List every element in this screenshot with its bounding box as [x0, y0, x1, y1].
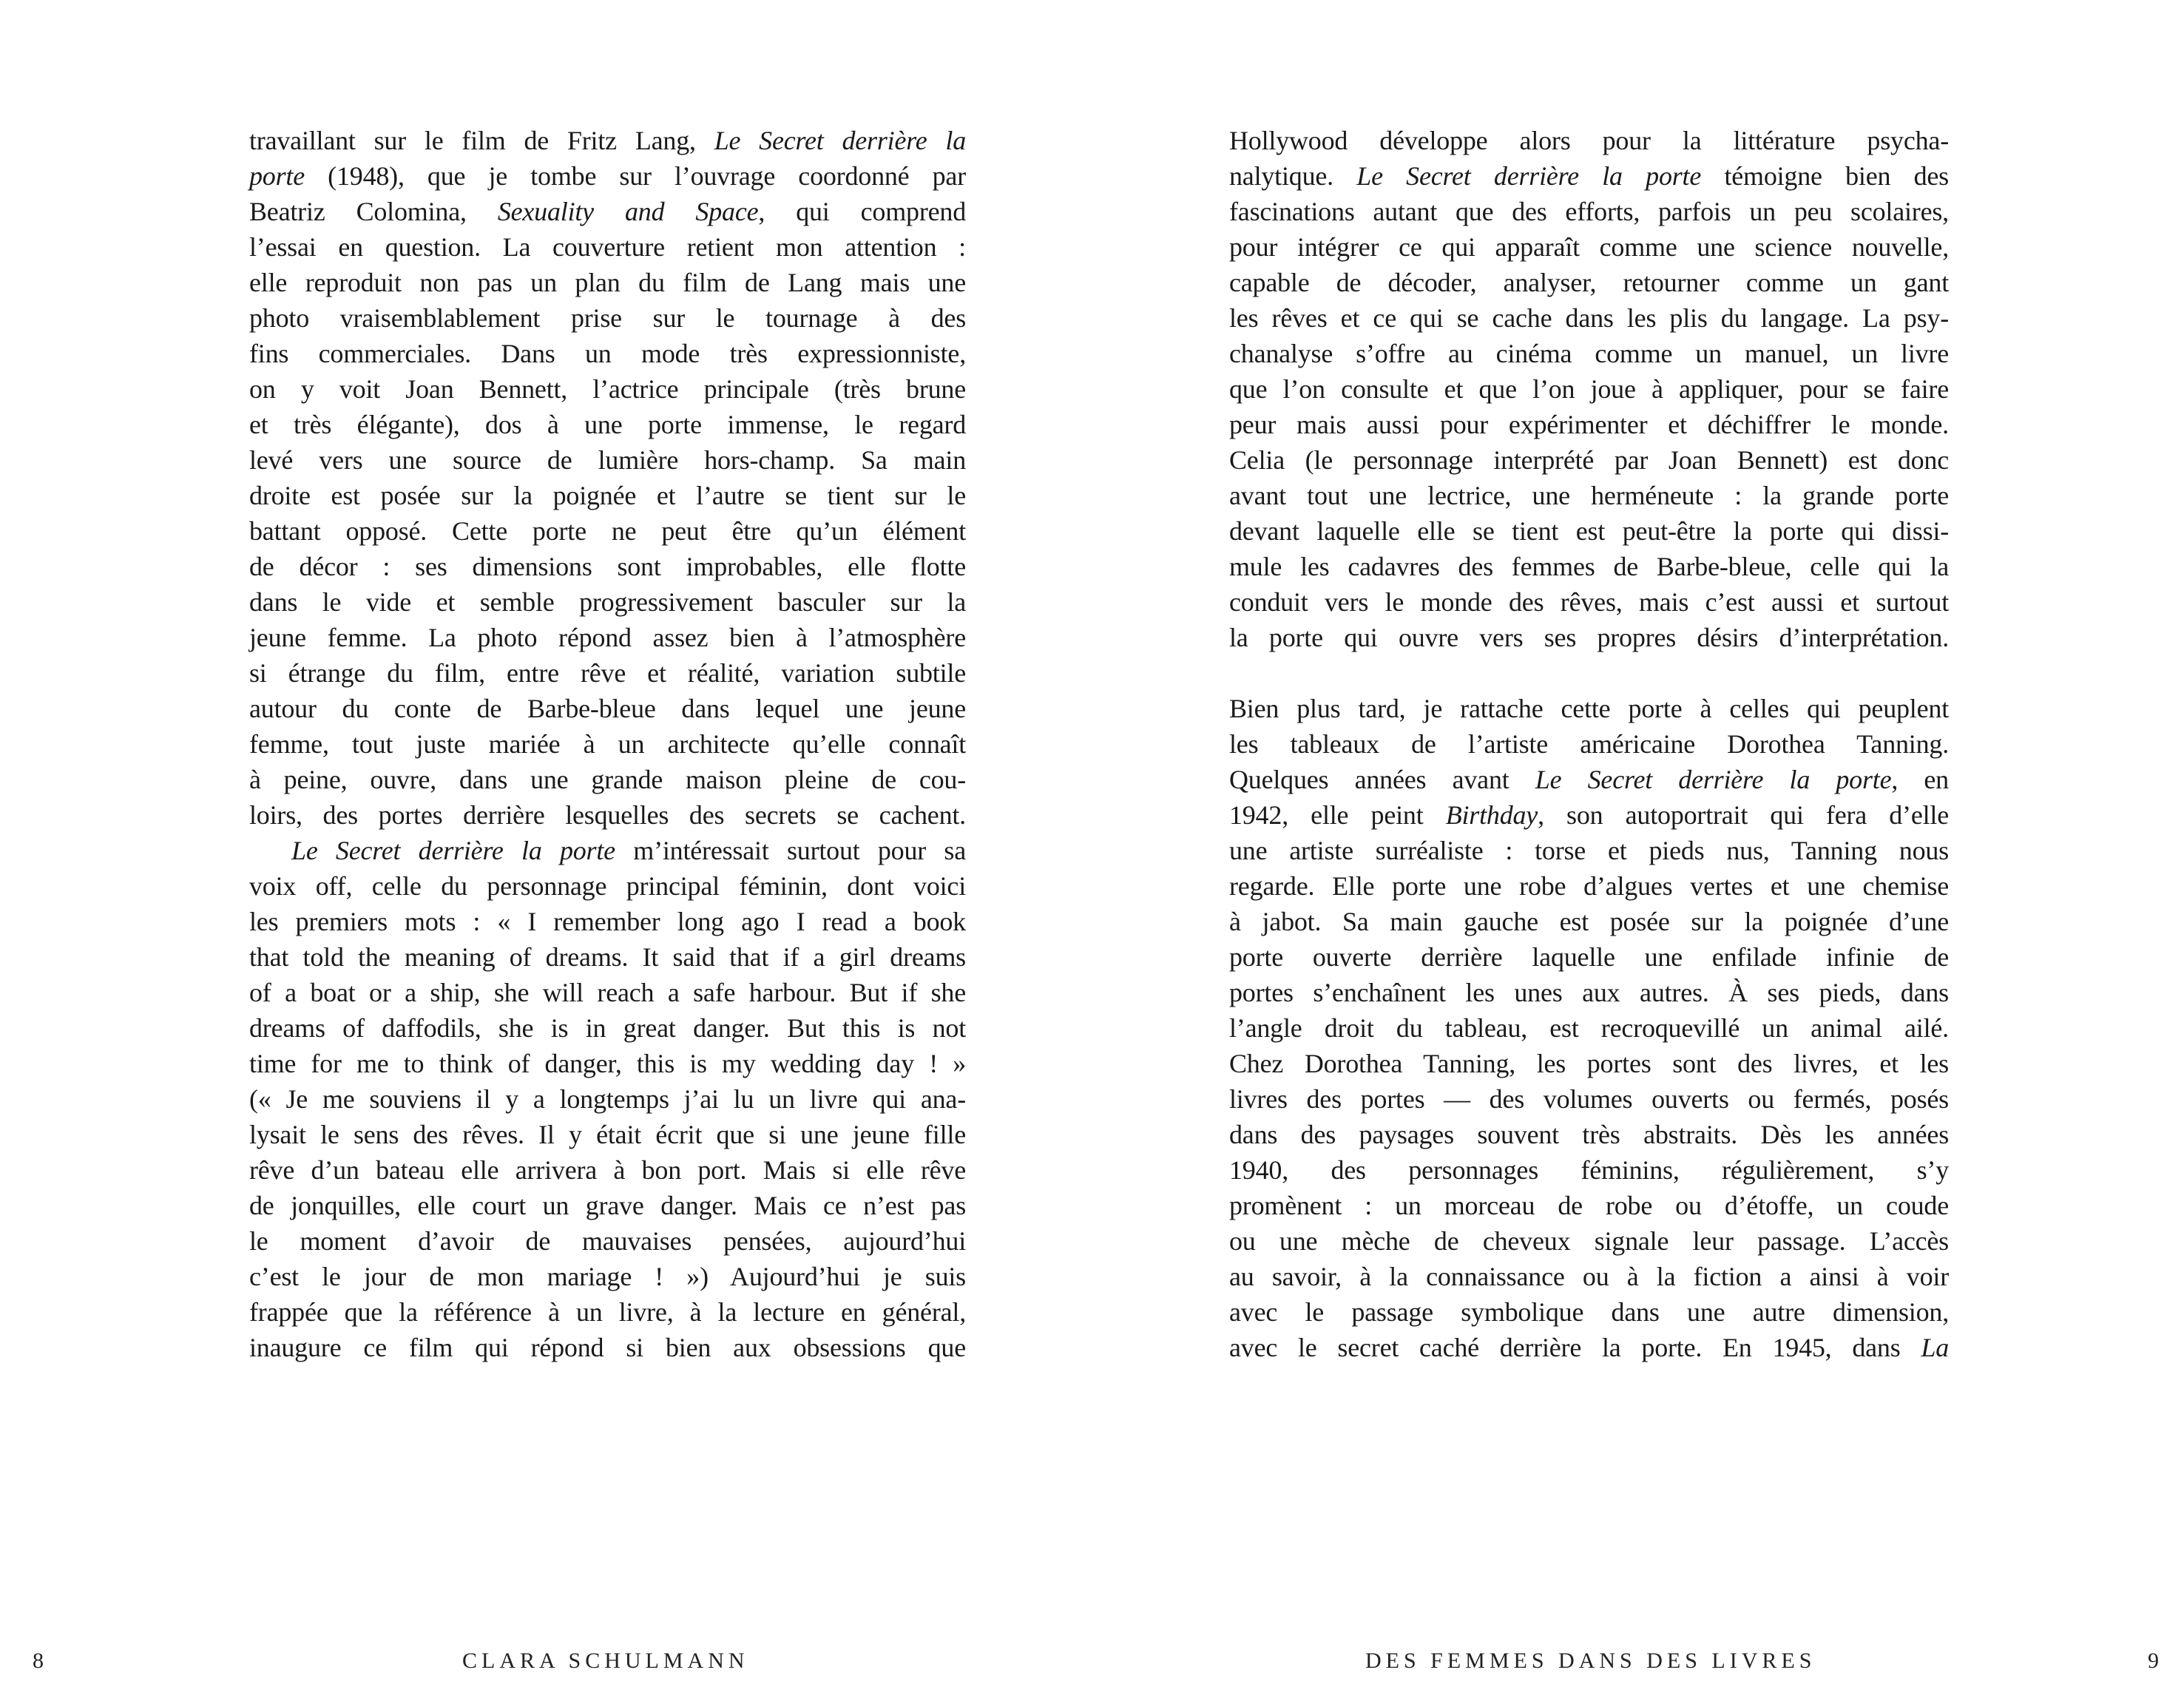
text-line: [249, 229, 966, 265]
text-segment: Bien plus tard, je rattache cette porte à celles qui peuplent: [1229, 694, 1949, 723]
text-line: [249, 620, 966, 655]
text-line: [1229, 1152, 1949, 1188]
text-line: [249, 797, 966, 833]
text-line: [249, 478, 966, 513]
text-segment: promènent : un morceau de robe ou d’étoffe, un coude: [1229, 1191, 1949, 1220]
text-line: [1229, 265, 1949, 300]
text-line: [1229, 868, 1949, 904]
text-line: [1229, 123, 1949, 158]
text-line: [1229, 1330, 1949, 1365]
text-line: [249, 1046, 966, 1081]
text-line: [1229, 584, 1949, 620]
text-line: [1229, 1294, 1949, 1330]
italic-title-text: Le Secret derrière la porte: [1356, 161, 1702, 191]
text-line: [1229, 1259, 1949, 1294]
text-segment: , qui comprend: [758, 197, 966, 226]
text-segment: dans le vide et semble progressivement basculer sur la: [249, 587, 966, 617]
text-line: [1229, 1081, 1949, 1117]
text-segment: fins commerciales. Dans un mode très expressionniste,: [249, 339, 966, 368]
text-line: [249, 336, 966, 371]
text-line: [249, 300, 966, 336]
text-segment: jeune femme. La photo répond assez bien à l’atmosphère: [249, 623, 966, 652]
text-segment: (1948), que je tombe sur l’ouvrage coordonné par: [305, 161, 966, 191]
text-segment: la porte qui ouvre vers ses propres désirs d’interprétation.: [1229, 623, 1949, 652]
text-segment: m’intéressait surtout pour sa: [615, 836, 966, 865]
left-page-number: 8: [33, 1649, 44, 1673]
text-segment: les tableaux de l’artiste américaine Dorothea Tanning.: [1229, 729, 1949, 759]
left-page-body-text: [249, 123, 966, 1365]
text-segment: Quelques années avant: [1229, 765, 1535, 794]
text-line: [1229, 1117, 1949, 1152]
text-segment: nalytique.: [1229, 161, 1357, 191]
text-line: [249, 1081, 966, 1117]
text-line: [249, 1294, 966, 1330]
text-segment: on y voit Joan Bennett, l’actrice principale (très brune: [249, 374, 966, 404]
text-line: [249, 442, 966, 478]
text-line: [249, 726, 966, 762]
text-line: [1229, 1223, 1949, 1259]
text-line: [1229, 797, 1949, 833]
text-line: [249, 833, 966, 868]
text-segment: avec le secret caché derrière la porte. En 1945, dans: [1229, 1333, 1921, 1362]
text-segment: à jabot. Sa main gauche est posée sur la poignée d’une: [1229, 907, 1949, 936]
text-segment: de décor : ses dimensions sont improbables, elle flotte: [249, 552, 966, 581]
text-segment: de jonquilles, elle court un grave danger. Mais ce n’est pas: [249, 1191, 966, 1220]
text-line: [249, 904, 966, 939]
text-segment: fascinations autant que des efforts, parfois un peu scolaires,: [1229, 197, 1949, 226]
text-segment: droite est posée sur la poignée et l’autre se tient sur le: [249, 481, 966, 510]
text-line: [249, 584, 966, 620]
text-segment: que l’on consulte et que l’on joue à appliquer, pour se faire: [1229, 374, 1949, 404]
right-page-number: 9: [2148, 1649, 2159, 1673]
text-line: [1229, 158, 1949, 194]
italic-title-text: Le Secret derrière la porte: [1535, 765, 1892, 794]
text-segment: si étrange du film, entre rêve et réalité, variation subtile: [249, 658, 966, 688]
text-segment: , en: [1891, 765, 1949, 794]
text-line: [249, 939, 966, 975]
text-line: [1229, 762, 1949, 797]
text-segment: livres des portes — des volumes ouverts ou fermés, posés: [1229, 1084, 1949, 1114]
text-line: [249, 1117, 966, 1152]
text-segment: voix off, celle du personnage principal féminin, dont voici: [249, 871, 966, 901]
italic-title-text: La: [1921, 1333, 1949, 1362]
text-segment: capable de décoder, analyser, retourner comme un gant: [1229, 268, 1949, 297]
text-line: [1229, 691, 1949, 726]
right-page-body-text: [1229, 123, 1949, 1365]
text-segment: travaillant sur le film de Fritz Lang,: [249, 126, 714, 155]
text-segment: à peine, ouvre, dans une grande maison pleine de cou-: [249, 765, 966, 794]
text-segment: avant tout une lectrice, une herméneute : la grande porte: [1229, 481, 1949, 510]
text-segment: lysait le sens des rêves. Il y était écrit que si une jeune fille: [249, 1120, 966, 1149]
text-line: [249, 975, 966, 1010]
text-segment: les premiers mots : « I remember long ago I read a book: [249, 907, 966, 936]
text-segment: rêve d’un bateau elle arrivera à bon port. Mais si elle rêve: [249, 1155, 966, 1185]
text-segment: conduit vers le monde des rêves, mais c’est aussi et surtout: [1229, 587, 1949, 617]
text-line: [249, 371, 966, 407]
text-line: [1229, 513, 1949, 549]
text-segment: chanalyse s’offre au cinéma comme un manuel, un livre: [1229, 339, 1949, 368]
text-line: [249, 1010, 966, 1046]
text-segment: ou une mèche de cheveux signale leur passage. L’accès: [1229, 1226, 1949, 1256]
text-line: [1229, 549, 1949, 584]
text-segment: mule les cadavres des femmes de Barbe-bleue, celle qui la: [1229, 552, 1949, 581]
text-segment: time for me to think of danger, this is my wedding day ! »: [249, 1049, 966, 1078]
text-line: [249, 265, 966, 300]
text-segment: Chez Dorothea Tanning, les portes sont des livres, et les: [1229, 1049, 1949, 1078]
text-line: [1229, 1010, 1949, 1046]
text-line: [1229, 833, 1949, 868]
text-segment: le moment d’avoir de mauvaises pensées, aujourd’hui: [249, 1226, 966, 1256]
text-segment: of a boat or a ship, she will reach a safe harbour. But if she: [249, 978, 966, 1007]
text-segment: levé vers une source de lumière hors-champ. Sa main: [249, 445, 966, 475]
text-segment: pour intégrer ce qui apparaît comme une science nouvelle,: [1229, 232, 1949, 262]
text-line: [249, 123, 966, 158]
text-segment: une artiste surréaliste : torse et pieds nus, Tanning nous: [1229, 836, 1949, 865]
text-line: [1229, 478, 1949, 513]
text-segment: Beatriz Colomina,: [249, 197, 498, 226]
text-line: [249, 655, 966, 691]
text-segment: porte ouverte derrière laquelle une enfilade infinie de: [1229, 942, 1949, 972]
text-segment: avec le passage symbolique dans une autre dimension,: [1229, 1297, 1949, 1327]
text-segment: regarde. Elle porte une robe d’algues vertes et une chemise: [1229, 871, 1949, 901]
text-line: [249, 1188, 966, 1223]
text-segment: that told the meaning of dreams. It said that if a girl dreams: [249, 942, 966, 972]
italic-title-text: Sexuality and Space: [497, 197, 759, 226]
text-segment: battant opposé. Cette porte ne peut être qu’un élément: [249, 516, 966, 546]
text-line: [249, 762, 966, 797]
text-line: [1229, 229, 1949, 265]
text-segment: 1942, elle peint: [1229, 800, 1446, 830]
text-segment: photo vraisemblablement prise sur le tournage à des: [249, 303, 966, 333]
text-segment: peur mais aussi pour expérimenter et déchiffrer le monde.: [1229, 410, 1949, 439]
text-line: [249, 691, 966, 726]
text-segment: et très élégante), dos à une porte immense, le regard: [249, 410, 966, 439]
text-segment: loirs, des portes derrière lesquelles des secrets se cachent.: [249, 800, 966, 830]
italic-title-text: Birthday: [1445, 800, 1538, 830]
text-line: [1229, 194, 1949, 229]
text-line: [249, 158, 966, 194]
text-segment: autour du conte de Barbe-bleue dans lequel une jeune: [249, 694, 966, 723]
text-segment: 1940, des personnages féminins, régulièrement, s’y: [1229, 1155, 1949, 1185]
text-segment: Hollywood développe alors pour la littérature psycha-: [1229, 126, 1949, 155]
text-segment: au savoir, à la connaissance ou à la fiction a ainsi à voir: [1229, 1262, 1949, 1291]
paragraph-break: [1229, 655, 1949, 691]
text-line: [249, 407, 966, 442]
italic-title-text: porte: [249, 161, 305, 191]
running-head-author: CLARA SCHULMANN: [462, 1649, 749, 1673]
text-segment: (« Je me souviens il y a longtemps j’ai lu un livre qui ana-: [249, 1084, 966, 1114]
italic-title-text: Le Secret derrière la: [714, 126, 967, 155]
text-segment: femme, tout juste mariée à un architecte qu’elle connaît: [249, 729, 966, 759]
text-line: [1229, 371, 1949, 407]
text-segment: Celia (le personnage interprété par Joan Bennett) est donc: [1229, 445, 1949, 475]
text-line: [1229, 300, 1949, 336]
text-line: [249, 1330, 966, 1365]
text-segment: frappée que la référence à un livre, à la lecture en général,: [249, 1297, 966, 1327]
text-line: [249, 868, 966, 904]
text-segment: portes s’enchaînent les unes aux autres. À ses pieds, dans: [1229, 978, 1949, 1007]
text-line: [1229, 726, 1949, 762]
text-line: [1229, 442, 1949, 478]
text-line: [249, 1223, 966, 1259]
text-segment: l’essai en question. La couverture retient mon attention :: [249, 232, 966, 262]
text-line: [1229, 407, 1949, 442]
running-head-title: DES FEMMES DANS DES LIVRES: [1365, 1649, 1816, 1673]
text-segment: dans des paysages souvent très abstraits. Dès les années: [1229, 1120, 1949, 1149]
text-line: [249, 1259, 966, 1294]
text-line: [1229, 939, 1949, 975]
text-line: [249, 549, 966, 584]
text-segment: inaugure ce film qui répond si bien aux obsessions que: [249, 1333, 966, 1362]
text-line: [249, 194, 966, 229]
text-segment: l’angle droit du tableau, est recroquevillé un animal ailé.: [1229, 1013, 1949, 1043]
text-line: [249, 1152, 966, 1188]
text-segment: devant laquelle elle se tient est peut-être la porte qui dissi-: [1229, 516, 1949, 546]
text-segment: elle reproduit non pas un plan du film de Lang mais une: [249, 268, 966, 297]
text-line: [1229, 336, 1949, 371]
text-line: [1229, 1046, 1949, 1081]
italic-title-text: Le Secret derrière la porte: [291, 836, 615, 865]
text-line: [1229, 1188, 1949, 1223]
text-segment: dreams of daffodils, she is in great danger. But this is not: [249, 1013, 966, 1043]
text-line: [1229, 975, 1949, 1010]
text-segment: c’est le jour de mon mariage ! ») Aujourd’hui je suis: [249, 1262, 966, 1291]
text-line: [1229, 620, 1949, 655]
text-segment: , son autoportrait qui fera d’elle: [1538, 800, 1949, 830]
text-line: [249, 513, 966, 549]
text-segment: témoigne bien des: [1701, 161, 1949, 191]
text-segment: les rêves et ce qui se cache dans les plis du langage. La psy-: [1229, 303, 1949, 333]
text-line: [1229, 904, 1949, 939]
